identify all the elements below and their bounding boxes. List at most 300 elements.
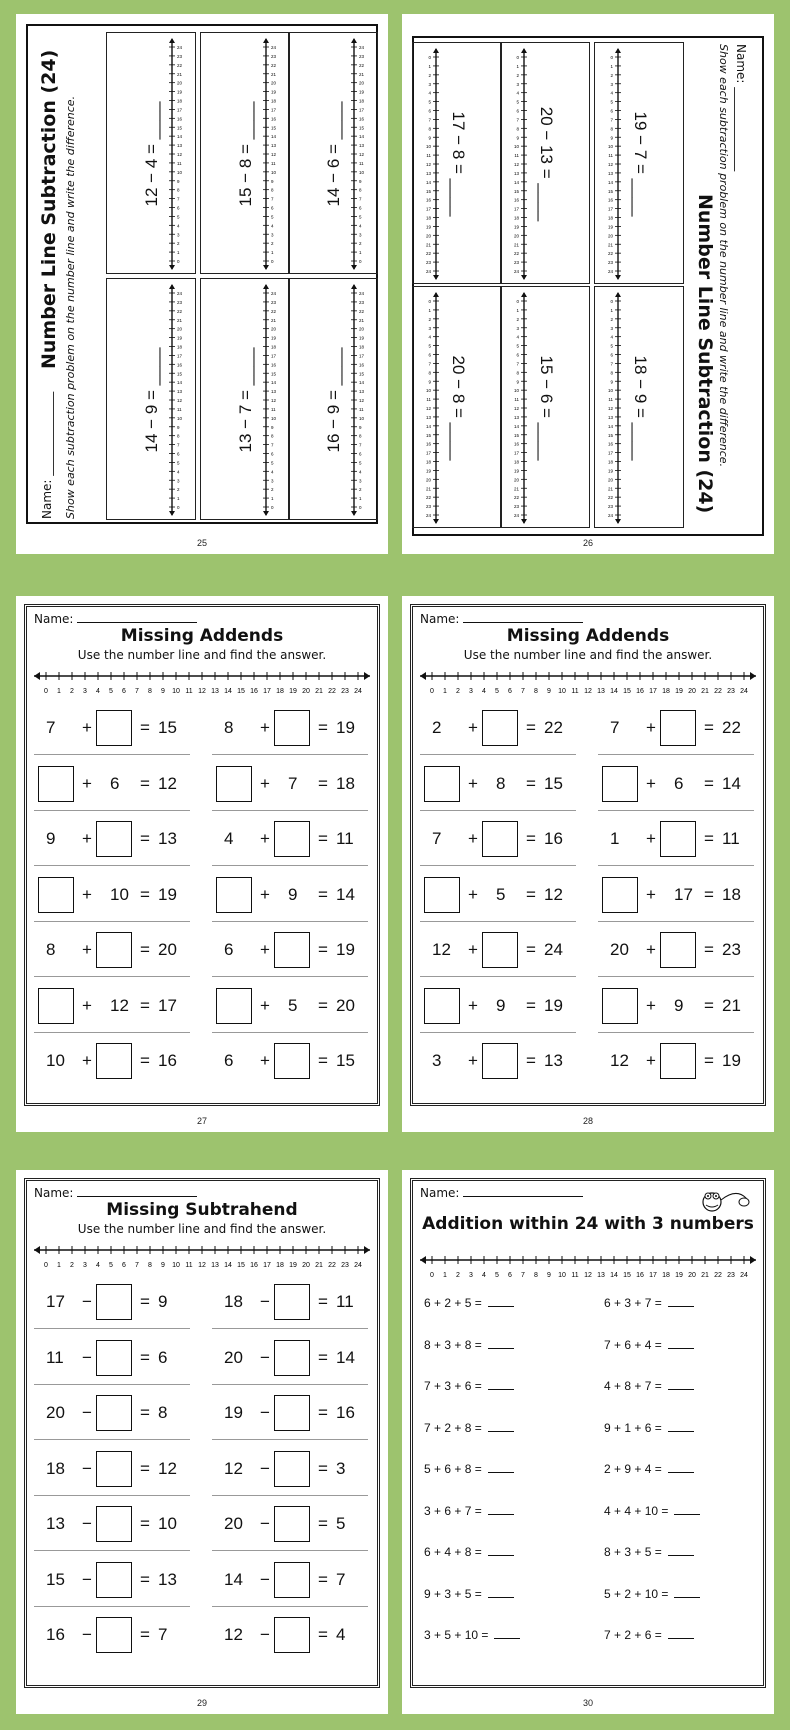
sum-value: 24 xyxy=(544,940,563,959)
number-line xyxy=(421,291,443,525)
tick-label: 22 xyxy=(328,688,336,695)
answer-box[interactable] xyxy=(274,710,310,746)
equals-sign: = xyxy=(526,995,536,1015)
sum-value: 19 xyxy=(158,884,177,904)
answer-box[interactable] xyxy=(96,1043,132,1079)
tick-label: 24 xyxy=(354,1262,362,1269)
tick-label: 5 xyxy=(516,343,519,349)
problem-cell xyxy=(106,32,196,274)
tick-label: 2 xyxy=(359,241,362,247)
tick-label: 18 xyxy=(276,688,284,695)
answer-box[interactable] xyxy=(96,1451,132,1487)
equation-row xyxy=(598,930,754,970)
problem-cell xyxy=(500,42,590,284)
answer-box[interactable] xyxy=(660,821,696,857)
answer-box[interactable] xyxy=(96,1340,132,1376)
equals-sign: = xyxy=(318,1625,328,1644)
tick-label: 15 xyxy=(271,125,277,131)
sum-value: 12 xyxy=(158,773,177,793)
problem-text: 2 + 9 + 4 = xyxy=(604,1462,662,1476)
tick-label: 18 xyxy=(359,344,365,350)
answer-blank[interactable] xyxy=(488,1306,514,1307)
tick-label: 16 xyxy=(359,116,365,122)
answer-box[interactable] xyxy=(96,1395,132,1431)
tick-label: 12 xyxy=(584,688,592,695)
number-line xyxy=(165,283,187,517)
tick-label: 7 xyxy=(359,196,362,202)
tick-label: 0 xyxy=(430,1272,434,1279)
row-divider xyxy=(34,1328,190,1329)
tick-label: 8 xyxy=(534,688,538,695)
sum-value: 11 xyxy=(722,829,740,848)
equation-row xyxy=(598,986,754,1026)
answer-box[interactable] xyxy=(96,710,132,746)
subtraction-problem: 18 − 9 = ____ xyxy=(631,355,650,461)
row-divider xyxy=(212,865,368,866)
subtraction-problem: 15 − 6 = ____ xyxy=(537,355,556,461)
problem-cell xyxy=(200,32,290,274)
equals-sign: = xyxy=(140,1347,150,1367)
tick-label: 20 xyxy=(359,80,365,86)
arrow-down-icon xyxy=(263,265,269,270)
tick-label: 4 xyxy=(516,90,519,96)
number-line xyxy=(418,668,758,698)
answer-box[interactable] xyxy=(216,766,252,802)
tick-label: 0 xyxy=(428,299,431,304)
answer-blank[interactable] xyxy=(488,1472,514,1473)
number-line xyxy=(347,37,369,271)
tick-label: 6 xyxy=(271,451,274,457)
tick-label: 16 xyxy=(177,116,183,122)
answer-blank[interactable] xyxy=(494,1638,520,1639)
equation-row xyxy=(34,1504,190,1544)
operand-a: 20 xyxy=(46,1403,65,1422)
tick-label: 15 xyxy=(607,188,613,194)
operator-sign: + xyxy=(468,940,478,959)
answer-blank[interactable] xyxy=(668,1638,694,1639)
tick-label: 19 xyxy=(513,224,519,230)
answer-box[interactable] xyxy=(274,1451,310,1487)
tick-label: 7 xyxy=(610,361,613,367)
tick-label: 22 xyxy=(607,251,613,257)
tick-label: 6 xyxy=(428,108,431,114)
operator-sign: + xyxy=(646,995,656,1015)
tick-label: 11 xyxy=(359,160,364,166)
equation-row xyxy=(212,930,368,970)
tick-label: 21 xyxy=(425,486,431,492)
tick-label: 24 xyxy=(607,269,613,274)
answer-box[interactable] xyxy=(274,1340,310,1376)
addition-problem xyxy=(604,1296,694,1310)
tick-label: 23 xyxy=(727,688,735,695)
tick-label: 7 xyxy=(359,442,362,448)
arrow-right-icon xyxy=(750,1256,756,1264)
subtraction-problem: 14 − 9 = ____ xyxy=(142,347,161,453)
operand-a: 7 xyxy=(46,718,56,737)
tick-label: 20 xyxy=(425,233,431,239)
answer-box[interactable] xyxy=(96,1562,132,1598)
tick-label: 5 xyxy=(271,214,274,220)
tick-label: 16 xyxy=(513,441,519,447)
tick-label: 5 xyxy=(271,460,274,466)
tick-label: 24 xyxy=(354,688,362,695)
row-divider xyxy=(420,754,576,755)
tick-label: 14 xyxy=(607,423,613,429)
header-rotated xyxy=(690,44,750,524)
tick-label: 11 xyxy=(514,397,519,403)
tick-label: 9 xyxy=(177,424,180,430)
equals-sign: = xyxy=(140,1514,150,1533)
tick-label: 14 xyxy=(513,179,519,185)
answer-blank[interactable] xyxy=(668,1348,694,1349)
tick-label: 13 xyxy=(425,170,431,176)
arrow-down-icon xyxy=(433,519,439,524)
answer-box[interactable] xyxy=(96,1506,132,1542)
arrow-up-icon xyxy=(351,38,357,43)
tick-label: 5 xyxy=(495,688,499,695)
tick-label: 9 xyxy=(547,688,551,695)
tick-label: 13 xyxy=(425,414,431,420)
sum-value: 11 xyxy=(336,829,354,848)
tick-label: 14 xyxy=(271,134,277,140)
answer-box[interactable] xyxy=(482,821,518,857)
equation-row xyxy=(212,1615,368,1655)
tick-label: 2 xyxy=(516,72,519,78)
equation-row xyxy=(598,875,754,915)
tick-label: 23 xyxy=(341,1262,349,1269)
tick-label: 10 xyxy=(271,415,277,421)
operator-sign: + xyxy=(468,718,478,737)
tick-label: 22 xyxy=(177,62,183,68)
answer-box[interactable] xyxy=(424,988,460,1024)
answer-box[interactable] xyxy=(482,1043,518,1079)
equation-row xyxy=(598,819,754,859)
equation-row xyxy=(212,1282,368,1322)
operand-b: 8 xyxy=(496,773,506,793)
tick-label: 20 xyxy=(607,233,613,239)
arrow-up-icon xyxy=(263,38,269,43)
equals-sign: = xyxy=(704,940,714,959)
equals-sign: = xyxy=(526,1051,536,1070)
sum-value: 11 xyxy=(336,1292,354,1311)
answer-blank[interactable] xyxy=(488,1597,514,1598)
answer-box[interactable] xyxy=(424,877,460,913)
addition-problem xyxy=(424,1545,514,1559)
tick-label: 19 xyxy=(675,1272,683,1279)
operand-a: 6 xyxy=(224,1051,234,1070)
answer-box[interactable] xyxy=(274,932,310,968)
answer-blank[interactable] xyxy=(668,1472,694,1473)
worksheet-page-26 xyxy=(402,14,774,554)
tick-label: 22 xyxy=(714,688,722,695)
arrow-down-icon xyxy=(433,275,439,280)
tick-label: 20 xyxy=(688,1272,696,1279)
tick-label: 3 xyxy=(177,478,180,484)
tick-label: 24 xyxy=(740,688,748,695)
tick-label: 14 xyxy=(359,134,365,140)
answer-box[interactable] xyxy=(602,766,638,802)
tick-label: 1 xyxy=(610,307,613,313)
tick-label: 3 xyxy=(83,688,87,695)
operand-b: 7 xyxy=(288,773,298,793)
tick-label: 10 xyxy=(425,388,431,394)
tick-label: 23 xyxy=(177,299,183,305)
tick-label: 7 xyxy=(428,117,431,123)
equals-sign: = xyxy=(318,940,328,959)
tick-label: 1 xyxy=(359,250,362,256)
tick-label: 13 xyxy=(211,1262,219,1269)
sum-value: 12 xyxy=(158,1458,177,1478)
operand-a: 20 xyxy=(224,1514,243,1533)
answer-box[interactable] xyxy=(38,877,74,913)
tick-label: 24 xyxy=(177,291,183,296)
tick-label: 20 xyxy=(688,688,696,695)
answer-blank[interactable] xyxy=(668,1555,694,1556)
answer-blank[interactable] xyxy=(488,1389,514,1390)
number-line xyxy=(347,283,369,517)
equals-sign: = xyxy=(704,884,714,904)
answer-box[interactable] xyxy=(274,1506,310,1542)
tick-label: 6 xyxy=(359,451,362,457)
answer-blank[interactable] xyxy=(674,1597,700,1598)
operator-sign: + xyxy=(646,884,656,904)
answer-box[interactable] xyxy=(96,1284,132,1320)
equals-sign: = xyxy=(140,1051,150,1070)
problem-cell xyxy=(500,286,590,528)
tick-label: 2 xyxy=(177,487,180,493)
tick-label: 7 xyxy=(271,442,274,448)
tick-label: 4 xyxy=(610,334,613,340)
answer-blank[interactable] xyxy=(668,1389,694,1390)
tick-label: 22 xyxy=(359,308,365,314)
row-divider xyxy=(34,1495,190,1496)
answer-blank[interactable] xyxy=(488,1514,514,1515)
tick-label: 22 xyxy=(425,495,431,501)
instruction-text: Use the number line and find the answer. xyxy=(77,1222,327,1236)
operator-sign: + xyxy=(260,940,270,959)
answer-box[interactable] xyxy=(216,877,252,913)
number-line xyxy=(165,37,187,271)
answer-box[interactable] xyxy=(38,766,74,802)
sum-value: 8 xyxy=(158,1403,168,1422)
arrow-left-icon xyxy=(34,672,40,680)
row-divider xyxy=(34,1439,190,1440)
sum-value: 19 xyxy=(336,718,355,737)
answer-box[interactable] xyxy=(216,988,252,1024)
name-label: Name: xyxy=(420,1186,583,1200)
arrow-down-icon xyxy=(351,265,357,270)
tick-label: 6 xyxy=(177,451,180,457)
tick-label: 21 xyxy=(513,242,519,248)
equals-sign: = xyxy=(318,1292,328,1311)
tick-label: 21 xyxy=(607,486,613,492)
page-number: 29 xyxy=(196,1698,207,1708)
answer-blank[interactable] xyxy=(668,1306,694,1307)
tick-label: 7 xyxy=(610,117,613,123)
equals-sign: = xyxy=(140,773,150,793)
equals-sign: = xyxy=(704,773,714,793)
tick-label: 17 xyxy=(359,353,365,359)
answer-box[interactable] xyxy=(602,988,638,1024)
addition-problem xyxy=(604,1379,694,1393)
tick-label: 23 xyxy=(727,1272,735,1279)
operator-sign: − xyxy=(82,1569,92,1589)
equals-sign: = xyxy=(318,773,328,793)
equation-row xyxy=(212,1504,368,1544)
tick-label: 6 xyxy=(516,352,519,358)
answer-box[interactable] xyxy=(660,1043,696,1079)
tick-label: 17 xyxy=(263,1262,271,1269)
problem-cell xyxy=(412,42,502,284)
tick-label: 13 xyxy=(359,389,365,395)
tick-label: 8 xyxy=(359,187,362,193)
row-divider xyxy=(212,1550,368,1551)
tick-label: 9 xyxy=(271,424,274,430)
tick-label: 4 xyxy=(96,688,100,695)
tick-label: 18 xyxy=(662,688,670,695)
answer-box[interactable] xyxy=(482,932,518,968)
equation-row xyxy=(420,764,576,804)
answer-box[interactable] xyxy=(96,1617,132,1653)
tick-label: 2 xyxy=(456,688,460,695)
tick-label: 22 xyxy=(714,1272,722,1279)
answer-box[interactable] xyxy=(274,1043,310,1079)
tick-label: 16 xyxy=(359,362,365,368)
tick-label: 5 xyxy=(428,99,431,105)
answer-box[interactable] xyxy=(274,1395,310,1431)
answer-box[interactable] xyxy=(38,988,74,1024)
answer-box[interactable] xyxy=(274,1617,310,1653)
operator-sign: + xyxy=(260,995,270,1015)
tick-label: 22 xyxy=(271,62,277,68)
tick-label: 15 xyxy=(607,432,613,438)
arrow-up-icon xyxy=(521,292,527,297)
tick-label: 24 xyxy=(513,513,519,518)
tick-label: 14 xyxy=(224,1262,232,1269)
tick-label: 1 xyxy=(177,496,180,502)
answer-box[interactable] xyxy=(660,932,696,968)
tick-label: 14 xyxy=(607,179,613,185)
answer-box[interactable] xyxy=(274,1284,310,1320)
arrow-left-icon xyxy=(420,1256,426,1264)
answer-box[interactable] xyxy=(424,766,460,802)
tick-label: 0 xyxy=(359,505,362,510)
tick-label: 13 xyxy=(359,143,365,149)
operand-a: 18 xyxy=(224,1292,243,1311)
tick-label: 8 xyxy=(148,688,152,695)
instruction-text: Use the number line and find the answer. xyxy=(77,648,327,662)
sum-value: 23 xyxy=(722,940,741,959)
equation-row xyxy=(212,819,368,859)
number-line xyxy=(418,1252,758,1282)
answer-box[interactable] xyxy=(482,710,518,746)
equation-row xyxy=(420,819,576,859)
sum-value: 10 xyxy=(158,1514,177,1533)
tick-label: 17 xyxy=(177,107,183,113)
tick-label: 9 xyxy=(516,379,519,385)
equals-sign: = xyxy=(140,1403,150,1422)
tick-label: 8 xyxy=(271,187,274,193)
tick-label: 23 xyxy=(359,53,365,59)
answer-box[interactable] xyxy=(602,877,638,913)
equals-sign: = xyxy=(140,940,150,959)
tick-label: 6 xyxy=(428,352,431,358)
instruction-text: Show each subtraction problem on the number line and write the difference. xyxy=(64,95,77,519)
tick-label: 8 xyxy=(359,433,362,439)
answer-blank[interactable] xyxy=(668,1431,694,1432)
tick-label: 24 xyxy=(425,269,431,274)
answer-blank[interactable] xyxy=(488,1555,514,1556)
tick-label: 5 xyxy=(495,1272,499,1279)
arrow-up-icon xyxy=(433,48,439,53)
row-divider xyxy=(212,754,368,755)
answer-box[interactable] xyxy=(96,932,132,968)
operand-a: 19 xyxy=(224,1403,243,1422)
tick-label: 23 xyxy=(359,299,365,305)
tick-label: 8 xyxy=(271,433,274,439)
tick-label: 1 xyxy=(443,688,447,695)
answer-box[interactable] xyxy=(660,710,696,746)
operator-sign: + xyxy=(468,829,478,848)
answer-blank[interactable] xyxy=(488,1431,514,1432)
tick-label: 23 xyxy=(425,504,431,510)
tick-label: 14 xyxy=(610,688,618,695)
row-divider xyxy=(212,1384,368,1385)
tick-label: 18 xyxy=(177,98,183,104)
tick-label: 13 xyxy=(607,170,613,176)
operator-sign: + xyxy=(260,829,270,848)
equation-row xyxy=(598,1041,754,1081)
tick-label: 15 xyxy=(177,371,183,377)
tick-label: 5 xyxy=(516,99,519,105)
tick-label: 5 xyxy=(177,460,180,466)
tick-label: 23 xyxy=(341,688,349,695)
equation-row xyxy=(212,1560,368,1600)
addition-problem xyxy=(604,1628,694,1642)
answer-box[interactable] xyxy=(274,821,310,857)
operator-sign: − xyxy=(260,1403,270,1422)
tick-label: 9 xyxy=(177,178,180,184)
tick-label: 2 xyxy=(610,72,613,78)
equals-sign: = xyxy=(526,940,536,959)
equals-sign: = xyxy=(318,1458,328,1478)
equation-row xyxy=(212,1393,368,1433)
tick-label: 20 xyxy=(513,477,519,483)
tick-label: 9 xyxy=(428,379,431,385)
equals-sign: = xyxy=(526,773,536,793)
equation-row xyxy=(34,930,190,970)
tick-label: 23 xyxy=(607,504,613,510)
tick-label: 6 xyxy=(271,205,274,211)
answer-box[interactable] xyxy=(96,821,132,857)
tick-label: 23 xyxy=(425,260,431,266)
equals-sign: = xyxy=(140,718,150,737)
tick-label: 8 xyxy=(610,370,613,376)
answer-blank[interactable] xyxy=(674,1514,700,1515)
operator-sign: − xyxy=(82,1625,92,1644)
tick-label: 19 xyxy=(359,335,365,341)
answer-box[interactable] xyxy=(274,1562,310,1598)
tick-label: 6 xyxy=(610,352,613,358)
tick-label: 13 xyxy=(271,389,277,395)
number-line xyxy=(32,668,372,698)
tick-label: 11 xyxy=(177,160,182,166)
answer-blank[interactable] xyxy=(488,1348,514,1349)
equation-row xyxy=(212,986,368,1026)
tick-label: 15 xyxy=(513,188,519,194)
tick-label: 20 xyxy=(425,477,431,483)
row-divider xyxy=(212,1328,368,1329)
